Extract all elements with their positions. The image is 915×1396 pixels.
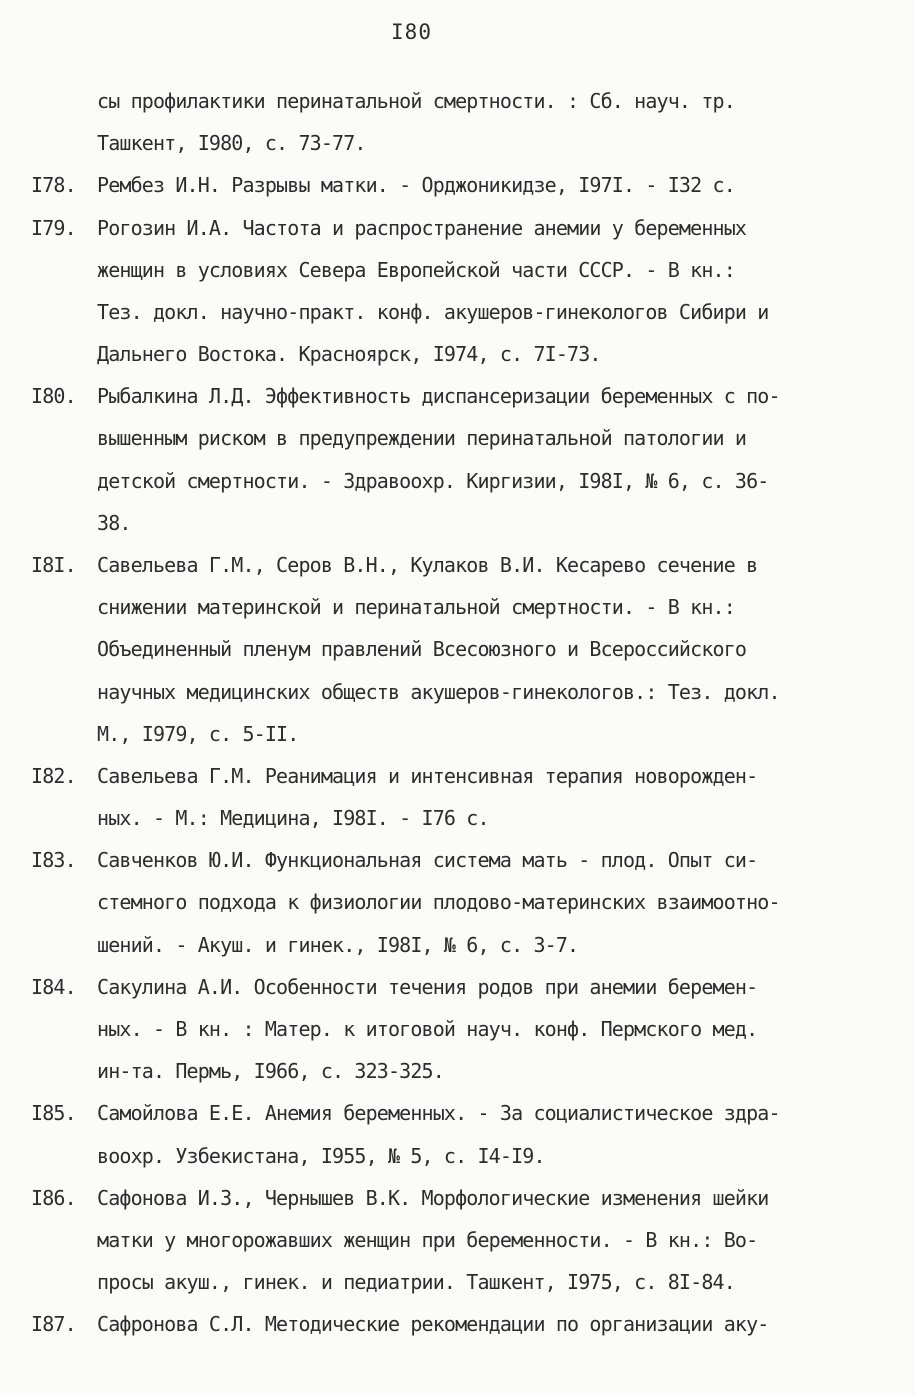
entry-text-line: вышенным риском в предупреждении перинатальной патологии и xyxy=(97,426,747,451)
entry-text-line: матки у многорожавших женщин при беременности. - В кн.: Во- xyxy=(97,1227,758,1252)
entry-text-line: Рембез И.Н. Разрывы матки. - Орджоникидзе, I97I. - I32 с. xyxy=(97,173,735,198)
entry-text-line: Тез. докл. научно-практ. конф. акушеров-гинекологов Сибири и xyxy=(97,299,769,324)
entry-text-line: Дальнего Востока. Красноярск, I974, с. 7I-73. xyxy=(97,342,601,367)
entry-text-line: М., I979, с. 5-II. xyxy=(97,721,299,746)
entry-text-line: 38. xyxy=(97,510,131,535)
entry-number: I82. xyxy=(31,763,76,788)
entry-number: I83. xyxy=(31,848,76,873)
entry-text-line: Савельева Г.М. Реанимация и интенсивная терапия новорожден- xyxy=(97,763,758,788)
entry-number: I85. xyxy=(31,1101,76,1126)
entry-number: I80. xyxy=(31,384,76,409)
entry-text-line: Объединенный пленум правлений Всесоюзного и Всероссийского xyxy=(97,637,747,662)
entry-text-line: Рыбалкина Л.Д. Эффективность диспансеризации беременных с по- xyxy=(97,384,780,409)
entry-text-line: шений. - Акуш. и гинек., I98I, № 6, с. 3-7. xyxy=(97,932,579,957)
entry-text-line: Савельева Г.М., Серов В.Н., Кулаков В.И. Кесарево сечение в xyxy=(97,552,758,577)
entry-number: I78. xyxy=(31,173,76,198)
entry-text-line: ных. - В кн. : Матер. к итоговой науч. конф. Пермского мед. xyxy=(97,1016,758,1041)
continuation-line: Ташкент, I980, с. 73-77. xyxy=(97,131,366,156)
entry-text-line: ин-та. Пермь, I966, с. 323-325. xyxy=(97,1059,444,1084)
entry-text-line: ных. - М.: Медицина, I98I. - I76 с. xyxy=(97,806,489,831)
entry-text-line: просы акуш., гинек. и педиатрии. Ташкент, I975, с. 8I-84. xyxy=(97,1270,735,1295)
entry-number: I79. xyxy=(31,215,76,240)
entry-number: I8I. xyxy=(31,552,76,577)
entry-number: I84. xyxy=(31,974,76,999)
entry-text-line: стемного подхода к физиологии плодово-материнских взаимоотно- xyxy=(97,890,780,915)
entry-text-line: Рогозин И.А. Частота и распространение анемии у беременных xyxy=(97,215,747,240)
continuation-line: сы профилактики перинатальной смертности. : Сб. науч. тр. xyxy=(97,89,735,113)
entry-text-line: Сафонова И.З., Чернышев В.К. Морфологические изменения шейки xyxy=(97,1185,769,1210)
entry-number: I86. xyxy=(31,1185,76,1210)
entry-text-line: научных медицинских обществ акушеров-гинекологов.: Тез. докл. xyxy=(97,679,780,704)
entry-number: I87. xyxy=(31,1312,76,1337)
entry-text-line: детской смертности. - Здравоохр. Киргизии, I98I, № 6, с. 36- xyxy=(97,468,769,493)
entry-text-line: Сакулина А.И. Особенности течения родов при анемии беремен- xyxy=(97,974,758,999)
page-number: I80 xyxy=(391,20,432,44)
entry-text-line: Самойлова Е.Е. Анемия беременных. - За социалистическое здра- xyxy=(97,1101,780,1126)
entry-text-line: женщин в условиях Севера Европейской части СССР. - В кн.: xyxy=(97,257,735,282)
entry-text-line: Сафронова С.Л. Методические рекомендации по организации аку- xyxy=(97,1312,769,1337)
entry-text-line: воохр. Узбекистана, I955, № 5, с. I4-I9. xyxy=(97,1143,545,1168)
entry-text-line: Савченков Ю.И. Функциональная система мать - плод. Опыт си- xyxy=(97,848,758,873)
entry-text-line: снижении материнской и перинатальной смертности. - В кн.: xyxy=(97,595,735,620)
